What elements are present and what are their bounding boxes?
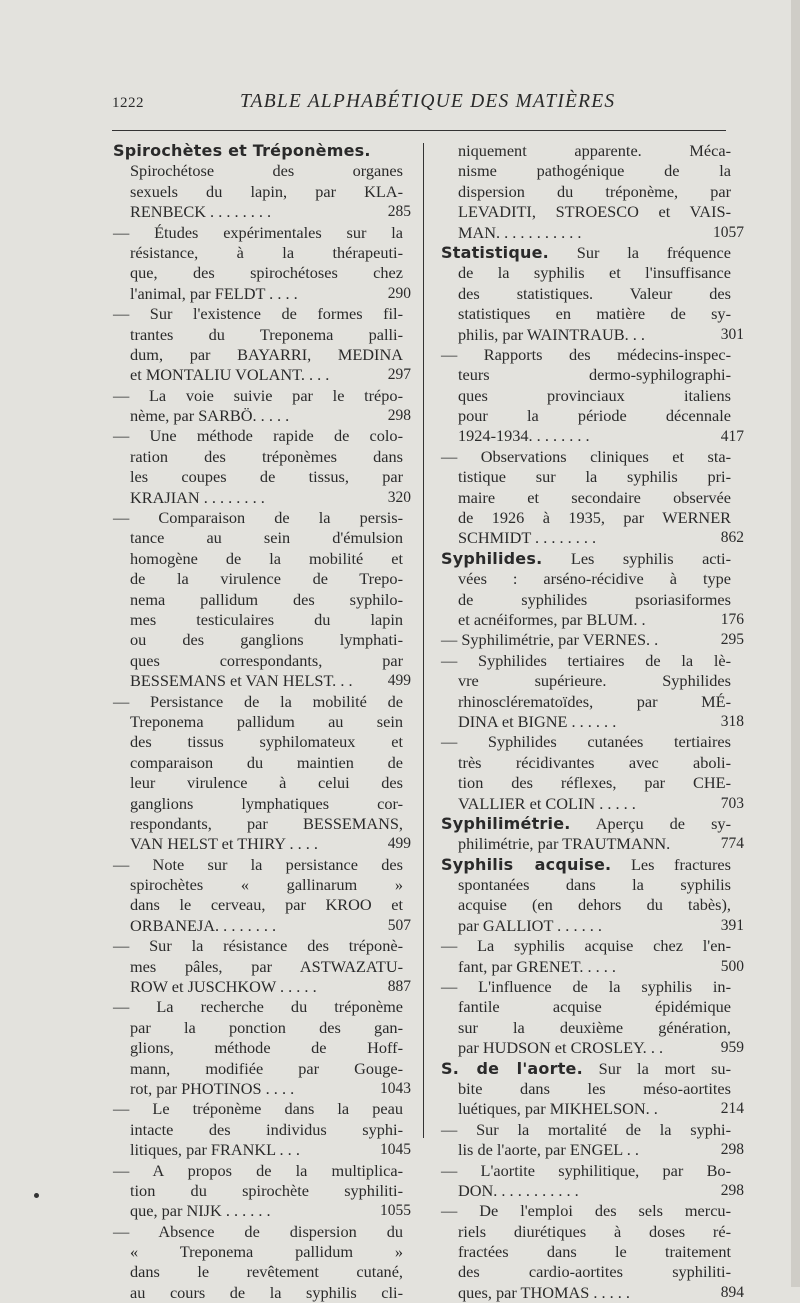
page-reference: 1055	[380, 1202, 411, 1220]
entry-line: vre supérieure. Syphilides	[458, 671, 731, 691]
entry-line: et acnéiformes, par BLUM. .	[458, 609, 646, 629]
entry-line: spontanées dans la syphilis	[458, 875, 731, 895]
index-entry	[113, 508, 411, 692]
entry-line: philis, par WAINTRAUB. . .	[458, 324, 645, 344]
entry-line: riels diurétiques à doses ré-	[458, 1221, 731, 1241]
entry-line: tistique sur la syphilis pri-	[458, 467, 731, 487]
entry-line: par GALLIOT . . . . . .	[458, 915, 602, 935]
entry-line: — Comparaison de la persis-	[113, 508, 403, 528]
entry-line: — Absence de dispersion du	[113, 1221, 403, 1241]
entry-line: dans le revêtement cutané,	[130, 1262, 403, 1282]
entry-line: trantes du Treponema palli-	[130, 324, 403, 344]
entry-line: 1924-1934. . . . . . . .	[458, 426, 590, 446]
entry-line: — La recherche du tréponème	[113, 997, 403, 1017]
index-entry	[441, 977, 744, 1059]
entry-line: comparaison du maintien de	[130, 752, 403, 772]
index-entry	[441, 1119, 744, 1161]
entry-line: ORBANEJA. . . . . . . .	[130, 915, 277, 935]
index-entry	[113, 222, 411, 305]
entry-line: — A propos de la multiplica-	[113, 1160, 403, 1180]
page-reference: 500	[720, 957, 744, 975]
entry-line: des tissus syphilomateux et	[130, 732, 403, 752]
entry-line: VALLIER et COLIN . . . . .	[458, 793, 636, 813]
index-entry	[441, 548, 744, 631]
entry-line: philimétrie, par TRAUTMANN.	[458, 834, 671, 854]
entry-line: — La syphilis acquise chez l'en-	[441, 936, 731, 956]
entry-line: les coupes de tissus, par	[130, 467, 403, 487]
entry-line: pour la période décennale	[458, 406, 731, 426]
entry-line: S. de l'aorte. Sur la mort su-	[441, 1058, 731, 1078]
entry-line: l'animal, par FELDT . . . .	[130, 283, 298, 303]
entry-line: ques provinciaux italiens	[458, 385, 731, 405]
entry-line: rot, par PHOTINOS . . . .	[130, 1078, 295, 1098]
entry-line: par HUDSON et CROSLEY. . .	[458, 1038, 664, 1058]
index-entry	[441, 630, 744, 650]
entry-line: dans le cerveau, par KROO et	[130, 895, 403, 915]
entry-line: teurs dermo-syphilographi-	[458, 365, 731, 385]
entry-line: Spirochétose des organes	[130, 161, 403, 181]
entry-line: — Sur la mortalité de la syphi-	[441, 1119, 731, 1139]
entry-line: dispersion du tréponème, par	[458, 181, 731, 201]
index-entry	[113, 1099, 411, 1160]
entry-line: acquise (en dehors du tabès),	[458, 895, 731, 915]
index-entry	[113, 426, 411, 508]
entry-line: mes pâles, par ASTWAZATU-	[130, 956, 403, 976]
index-entry	[113, 1160, 411, 1222]
index-entry	[441, 936, 744, 977]
subject-heading: S. de l'aorte.	[441, 1058, 583, 1078]
entry-line: Statistique. Sur la fréquence	[441, 242, 731, 262]
index-entry	[113, 854, 411, 937]
entry-line: tance au sein d'émulsion	[130, 528, 403, 548]
index-entry	[441, 854, 744, 937]
page-reference: 894	[720, 1283, 744, 1301]
entry-line: bite dans les méso-aortites	[458, 1078, 731, 1098]
entry-line: rhinosclérematoïdes, par MÉ-	[458, 691, 731, 711]
index-entry	[441, 732, 744, 814]
entry-line: sexuels du lapin, par KLA-	[130, 181, 403, 201]
entry-line: ques, par THOMAS . . . . .	[458, 1282, 631, 1302]
entry-line: LEVADITI, STROESCO et VAIS-	[458, 202, 731, 222]
entry-line: Syphilides. Les syphilis acti-	[441, 548, 731, 568]
entry-line: luétiques, par MIKHELSON. .	[458, 1099, 658, 1119]
entry-line: respondants, par BESSEMANS,	[130, 813, 403, 833]
index-entry	[441, 141, 744, 243]
entry-line: RENBECK . . . . . . . .	[130, 202, 272, 222]
entry-line: glions, méthode de Hoff-	[130, 1038, 403, 1058]
entry-line: fractées dans le traitement	[458, 1242, 731, 1262]
entry-line: maire et secondaire observée	[458, 487, 731, 507]
page-reference: 862	[720, 529, 744, 547]
entry-line: leur virulence à celui des	[130, 773, 403, 793]
entry-line: par la ponction des gan-	[130, 1017, 403, 1037]
entry-line: — De l'emploi des sels mercu-	[441, 1201, 731, 1221]
index-entry	[441, 446, 744, 549]
index-entry	[441, 242, 744, 345]
index-entry	[113, 304, 411, 386]
page-reference: 301	[720, 325, 744, 343]
page-reference: 1043	[380, 1080, 411, 1097]
page-reference: 290	[387, 284, 411, 302]
entry-line: — Rapports des médecins-inspec-	[441, 344, 731, 364]
page-reference: 499	[387, 672, 411, 690]
entry-line: VAN HELST et THIRY . . . .	[130, 834, 318, 854]
entry-line: — Persistance de la mobilité de	[113, 691, 403, 711]
entry-line: — Observations cliniques et sta-	[441, 446, 731, 466]
entry-line: résistance, à la thérapeuti-	[130, 242, 403, 262]
page-reference: 774	[720, 835, 744, 853]
entry-line: dum, par BAYARRI, MEDINA	[130, 344, 403, 364]
entry-line: — Une méthode rapide de colo-	[113, 426, 403, 446]
entry-line: — L'aortite syphilitique, par Bo-	[441, 1160, 731, 1180]
index-entry	[113, 161, 411, 222]
page-reference: 298	[720, 1181, 744, 1199]
index-entry	[441, 1058, 744, 1120]
entry-line: — Sur la résistance des tréponè-	[113, 936, 403, 956]
entry-line: de 1926 à 1935, par WERNER	[458, 508, 731, 528]
page-reference: 297	[387, 366, 411, 384]
entry-line: sur la deuxième génération,	[458, 1017, 731, 1037]
page-edge	[791, 0, 800, 1287]
entry-line: au cours de la syphilis cli-	[130, 1282, 403, 1302]
index-entry	[113, 1222, 403, 1303]
entry-line: ganglions lymphatiques cor-	[130, 793, 403, 813]
entry-line: de la syphilis et l'insuffisance	[458, 263, 731, 283]
entry-line: — Sur l'existence de formes fil-	[113, 304, 403, 324]
entry-line: KRAJIAN . . . . . . . .	[130, 487, 265, 507]
entry-line: ques correspondants, par	[130, 650, 403, 670]
page-number: 1222	[112, 95, 144, 111]
page-reference: 214	[720, 1100, 744, 1118]
entry-line: — Le tréponème dans la peau	[113, 1099, 403, 1119]
running-title: TABLE ALPHABÉTIQUE DES MATIÈRES	[240, 91, 616, 112]
entry-line: fantile acquise épidémique	[458, 997, 731, 1017]
entry-line: des cardio-aortites syphiliti-	[458, 1262, 731, 1282]
entry-line: Syphilis acquise. Les fractures	[441, 854, 731, 874]
left-column	[113, 141, 411, 1303]
entry-line: — Syphilides cutanées tertiaires	[441, 732, 731, 752]
entry-line: vées : arséno-récidive à type	[458, 569, 731, 589]
entry-line: statistiques en matière de sy-	[458, 304, 731, 324]
entry-line: nisme pathogénique de la	[458, 161, 731, 181]
entry-line: nème, par SARBÖ. . . . .	[130, 406, 290, 426]
column-divider	[423, 143, 424, 1138]
subject-heading: Syphilis acquise.	[441, 854, 612, 874]
entry-line: mes testiculaires du lapin	[130, 609, 403, 629]
subject-heading: Syphilides.	[441, 548, 543, 568]
entry-line: mann, modifiée par Gouge-	[130, 1058, 403, 1078]
page-reference: 1045	[380, 1141, 411, 1159]
entry-line: et MONTALIU VOLANT. . . .	[130, 365, 330, 385]
page-reference: 499	[387, 835, 411, 853]
entry-line: tion du spirochète syphiliti-	[130, 1180, 403, 1200]
entry-line: tion des réflexes, par CHE-	[458, 773, 731, 793]
header-rule	[112, 130, 726, 131]
index-entry	[113, 141, 403, 161]
entry-line: que, par NIJK . . . . . .	[130, 1201, 271, 1221]
entry-line: de syphilides psoriasiformes	[458, 589, 731, 609]
page-reference: 176	[720, 611, 744, 628]
page-reference: 298	[387, 407, 411, 425]
page-reference: 391	[720, 916, 744, 934]
entry-line: DON. . . . . . . . . . .	[458, 1180, 579, 1200]
page-reference: 417	[720, 427, 744, 445]
page-header	[112, 91, 712, 125]
page-reference: 298	[720, 1141, 744, 1159]
page-reference: 959	[720, 1039, 744, 1057]
entry-line: ou des ganglions lymphati-	[130, 630, 403, 650]
entry-line: Syphilimétrie. Aperçu de sy-	[441, 813, 731, 833]
index-entry	[441, 344, 744, 447]
page-reference: 507	[387, 916, 411, 934]
index-entry	[441, 1201, 744, 1303]
entry-line: fant, par GRENET. . . . .	[458, 956, 616, 976]
entry-line: — Études expérimentales sur la	[113, 222, 403, 242]
entry-line: très récidivantes avec aboli-	[458, 752, 731, 772]
entry-line: DINA et BIGNE . . . . . .	[458, 711, 617, 731]
entry-line: ration des tréponèmes dans	[130, 446, 403, 466]
index-entry	[113, 385, 411, 427]
page-reference: 285	[387, 203, 411, 221]
entry-line: — Syphilimétrie, par VERNES. .	[441, 630, 659, 650]
entry-line: litiques, par FRANKL . . .	[130, 1140, 300, 1160]
entry-line: nema pallidum des syphilo-	[130, 589, 403, 609]
index-entry	[441, 650, 744, 733]
index-entry	[113, 936, 411, 997]
subject-heading: Statistique.	[441, 242, 549, 262]
entry-line: — Syphilides tertiaires de la lè-	[441, 650, 731, 670]
entry-line: SCHMIDT . . . . . . . .	[458, 528, 597, 548]
section-heading: Spirochètes et Tréponèmes.	[113, 141, 371, 160]
page-reference: 1057	[713, 223, 744, 241]
page-reference: 887	[387, 978, 411, 996]
entry-line: intacte des individus syphi-	[130, 1119, 403, 1139]
index-entry	[113, 691, 411, 855]
margin-dot	[34, 1193, 39, 1198]
entry-line: lis de l'aorte, par ENGEL . .	[458, 1140, 639, 1160]
index-entry	[441, 1160, 744, 1202]
entry-line: spirochètes « gallinarum »	[130, 875, 403, 895]
entry-line: ROW et JUSCHKOW . . . . .	[130, 977, 317, 997]
entry-line: MAN. . . . . . . . . . .	[458, 222, 582, 242]
subject-heading: Syphilimétrie.	[441, 813, 571, 833]
entry-line: Treponema pallidum au sein	[130, 711, 403, 731]
entry-line: — L'influence de la syphilis in-	[441, 977, 731, 997]
entry-line: niquement apparente. Méca-	[458, 141, 731, 160]
entry-line: — La voie suivie par le trépo-	[113, 385, 403, 405]
page-reference: 295	[720, 631, 744, 649]
entry-line: « Treponema pallidum »	[130, 1242, 403, 1262]
index-entry	[441, 813, 744, 855]
entry-line: de la virulence de Trepo-	[130, 569, 403, 589]
index-entry	[113, 997, 411, 1099]
page-reference: 318	[720, 712, 744, 730]
entry-line: que, des spirochétoses chez	[130, 263, 403, 283]
entry-line: des statistiques. Valeur des	[458, 283, 731, 303]
entry-line: — Note sur la persistance des	[113, 854, 403, 874]
page-reference: 703	[720, 794, 744, 812]
entry-line: homogène de la mobilité et	[130, 548, 403, 568]
right-column	[441, 141, 744, 1303]
page-reference: 320	[387, 488, 411, 506]
entry-line: BESSEMANS et VAN HELST. . .	[130, 671, 353, 691]
